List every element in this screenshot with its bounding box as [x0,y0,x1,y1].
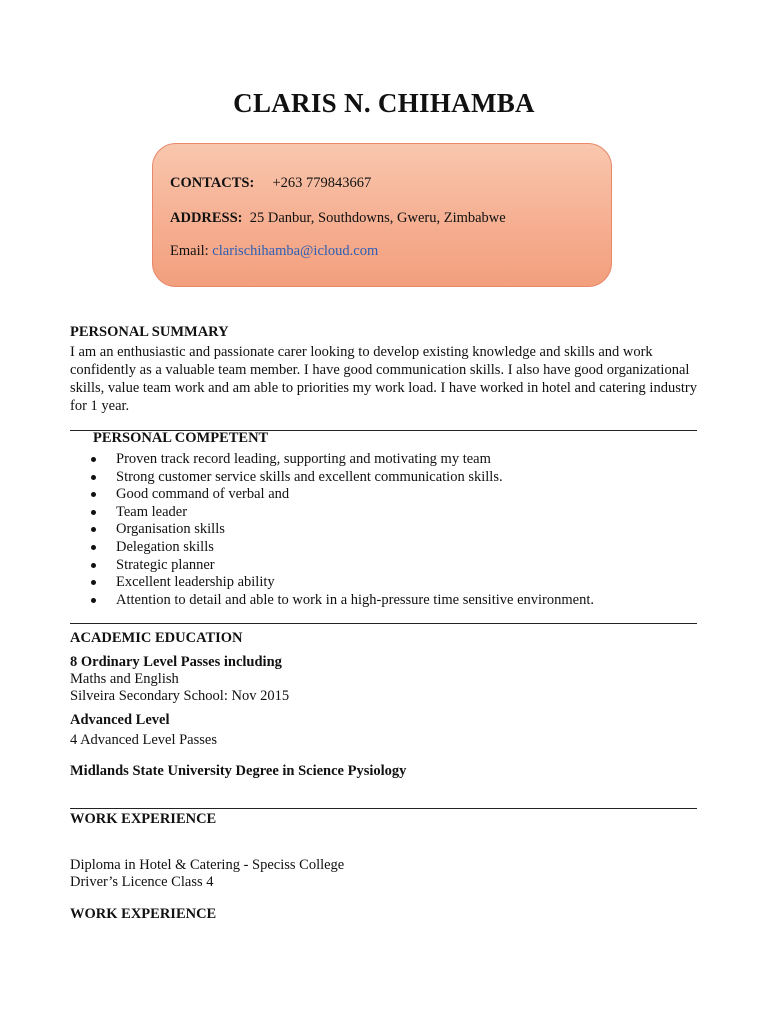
olevel-heading: 8 Ordinary Level Passes including [70,654,282,670]
olevel-school: Silveira Secondary School: Nov 2015 [70,688,290,704]
section-divider [70,808,697,809]
bullet-icon [91,563,96,568]
contact-box [152,143,612,287]
list-item: Proven track record leading, supporting and motivating my team [88,451,594,469]
academic-education-heading: ACADEMIC EDUCATION [70,630,243,646]
bullet-icon [91,492,96,497]
candidate-name: CLARIS N. CHIHAMBA [233,88,535,118]
address-value: 25 Danbur, Southdowns, Gweru, Zimbabwe [249,210,506,226]
address-label: ADDRESS: [170,210,243,226]
phone-number: +263 779843667 [272,175,372,191]
contacts-line [170,175,371,192]
bullet-icon [91,475,96,480]
list-item: Good command of verbal and [88,486,594,504]
list-item: Delegation skills [88,539,594,557]
personal-competent-heading: PERSONAL COMPETENT [93,430,269,446]
olevel-subjects: Maths and English [70,671,179,687]
contacts-label: CONTACTS: [170,175,255,191]
personal-summary-heading: PERSONAL SUMMARY [70,324,229,340]
address-line [170,210,506,227]
bullet-icon [91,598,96,603]
competent-list [88,451,594,609]
bullet-icon [91,527,96,532]
email-line [170,243,378,260]
bullet-icon [91,545,96,550]
degree-line: Midlands State University Degree in Science Pysiology [70,763,407,779]
list-item: Strong customer service skills and excellent communication skills. [88,469,594,487]
alevel-passes: 4 Advanced Level Passes [70,732,217,748]
email-link[interactable]: clarischihamba@icloud.com [212,243,379,259]
alevel-heading: Advanced Level [70,712,170,728]
list-item: Team leader [88,504,594,522]
work-experience-heading: WORK EXPERIENCE [70,811,217,827]
section-divider [70,623,697,624]
bullet-icon [91,457,96,462]
work-line-licence: Driver’s Licence Class 4 [70,874,214,890]
work-experience-heading-2: WORK EXPERIENCE [70,906,217,922]
work-line-diploma: Diploma in Hotel & Catering - Speciss College [70,857,345,873]
list-item: Excellent leadership ability [88,574,594,592]
bullet-icon [91,580,96,585]
bullet-icon [91,510,96,515]
list-item: Strategic planner [88,557,594,575]
email-label: Email: [170,243,209,259]
list-item: Attention to detail and able to work in a high-pressure time sensitive environment. [88,592,594,610]
list-item: Organisation skills [88,521,594,539]
personal-summary-text: I am an enthusiastic and passionate carer looking to develop existing knowledge and skills and work confidently as a valuable team member. I have good communication skills. I also have good organizational skills, value team work and am able to priorities my work load. I have worked in hotel and catering industry for 1 year. [70,344,697,414]
